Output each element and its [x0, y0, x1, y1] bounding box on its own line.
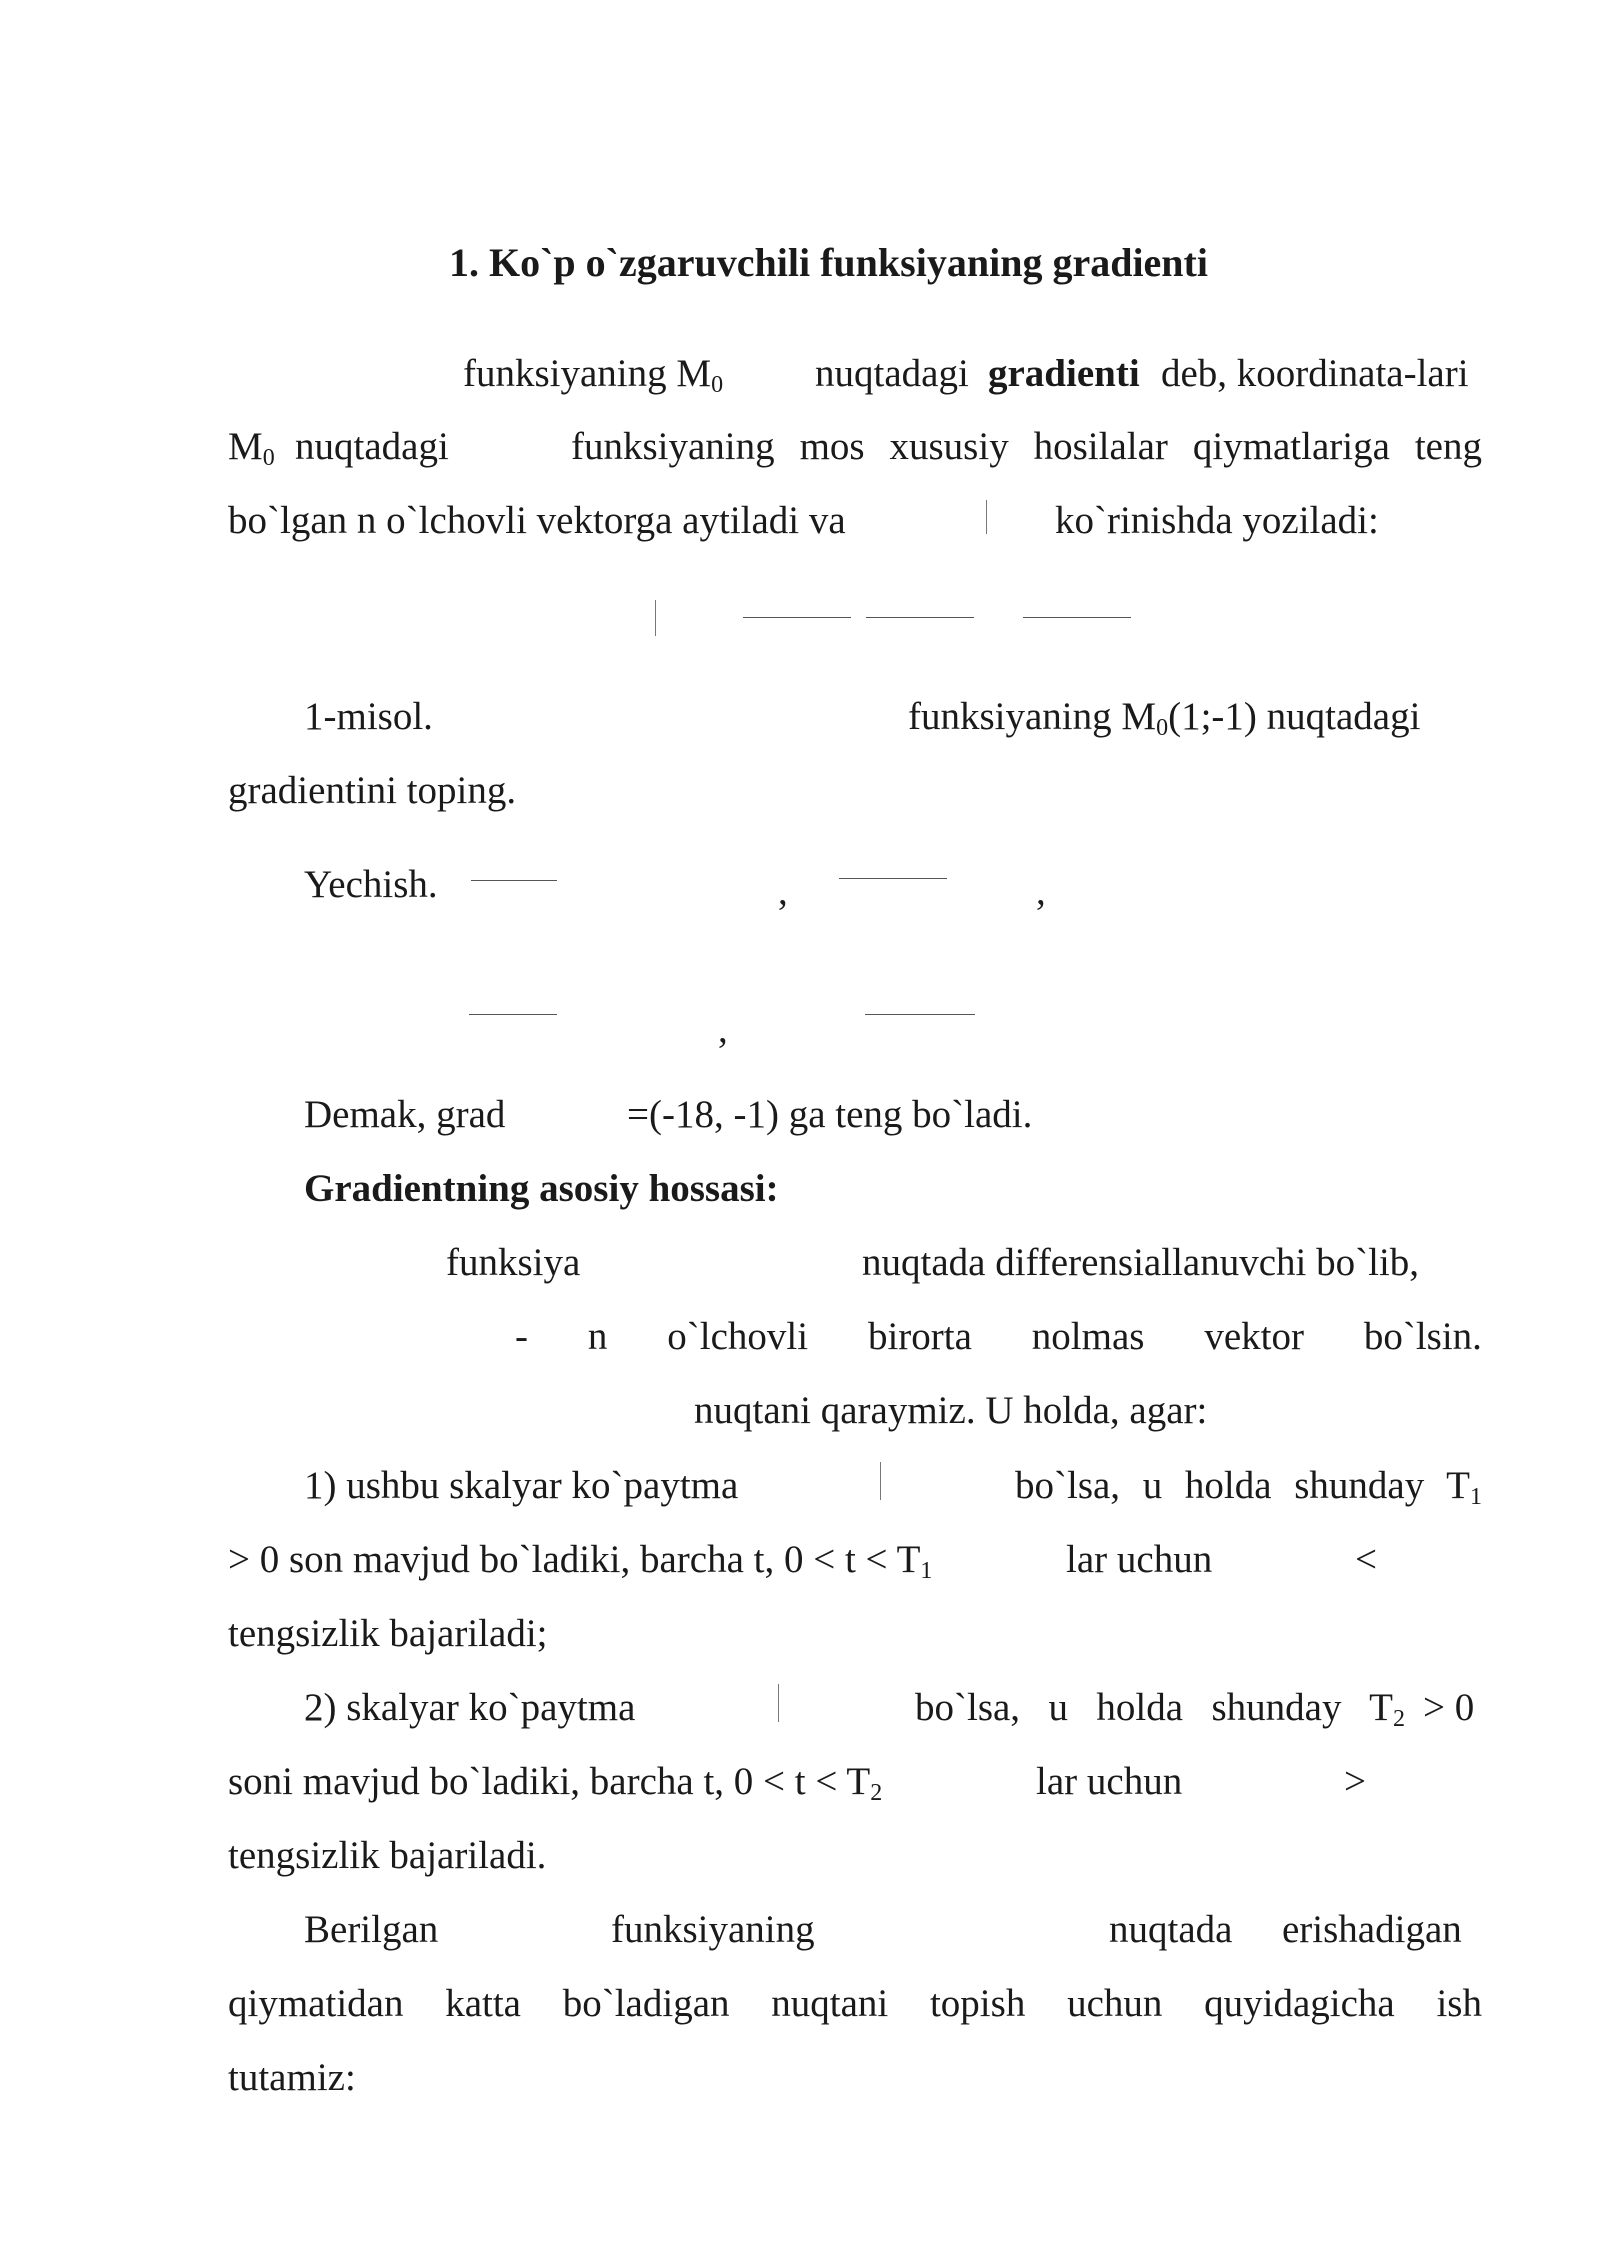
definition-line-2-text: funksiyaning mos xususiy hosilalar qiymatlariga teng: [571, 425, 1482, 468]
comma: ,: [718, 1008, 728, 1051]
property-heading: Gradientning asosiy hossasi:: [304, 1167, 779, 1210]
condition-1-line-1-end: bo`lsa, u holda shunday $T_1$: [1015, 1464, 1482, 1510]
definition-line-1-nuqtadagi: nuqtadagi: [815, 352, 969, 395]
condition-2-line-2-text: soni mavjud bo`ladiki, barcha t, $0 < t < T_2$: [228, 1760, 883, 1806]
final-line-1-nuqtada: nuqtada: [1109, 1908, 1233, 1951]
condition-2-line-1-mid: bo`lsa, u holda shunday $T_2$: [915, 1686, 1405, 1732]
fraction-line: [839, 878, 947, 879]
formula-bar: [778, 1684, 779, 1722]
page-title: 1. Ko`p o`zgaruvchili funksiyaning gradienti: [449, 240, 1208, 285]
property-line-1-funksiya: funksiya: [446, 1241, 581, 1284]
formula-bar: [986, 500, 987, 534]
property-line-2: - n o`lchovli birorta nolmas vektor bo`lsin.: [515, 1315, 1482, 1358]
definition-line-2-m0: $M_0$: [228, 425, 275, 471]
condition-1-line-3: tengsizlik bajariladi;: [228, 1612, 548, 1655]
definition-line-3-end: ko`rinishda yoziladi:: [1055, 499, 1379, 542]
result-text: =(-18, -1) ga teng bo`ladi.: [627, 1093, 1033, 1136]
greater-than-sign: >: [1344, 1760, 1366, 1803]
formula-bar: [655, 600, 656, 636]
less-than-sign: <: [1355, 1538, 1377, 1581]
example-line-1-text: funksiyaning $M_0(1;-1)$ nuqtadagi: [908, 695, 1421, 741]
condition-2-line-2-lar-uchun: lar uchun: [1036, 1760, 1183, 1803]
property-line-1-end: nuqtada differensiallanuvchi bo`lib,: [862, 1241, 1420, 1284]
condition-2-line-1-text: 2) skalyar ko`paytma: [304, 1686, 636, 1729]
comma: ,: [1036, 870, 1046, 913]
definition-line-2-nuqtadagi: nuqtadagi: [295, 425, 449, 468]
condition-1-line-2-text: > 0 son mavjud bo`ladiki, barcha t, $0 < t < T_1$: [228, 1538, 933, 1584]
final-line-2: qiymatidan katta bo`ladigan nuqtani topish uchun quyidagicha ish: [228, 1982, 1482, 2025]
condition-1-line-2-lar-uchun: lar uchun: [1066, 1538, 1213, 1581]
example-label: 1-misol.: [304, 695, 433, 738]
result-label: Demak, grad: [304, 1093, 506, 1136]
fraction-line: [866, 617, 974, 618]
condition-2-line-1-end: > 0: [1423, 1686, 1475, 1729]
property-line-3: nuqtani qaraymiz. U holda, agar:: [694, 1389, 1208, 1432]
fraction-line: [743, 617, 851, 618]
final-line-1-funksiyaning: funksiyaning: [611, 1908, 815, 1951]
condition-2-line-3: tengsizlik bajariladi.: [228, 1834, 547, 1877]
definition-line-1-end: deb, koordinata-lari: [1161, 352, 1469, 395]
solution-label: Yechish.: [304, 863, 438, 906]
fraction-line: [471, 880, 557, 881]
fraction-line: [469, 1014, 557, 1015]
definition-line-3-text: bo`lgan n o`lchovli vektorga aytiladi va: [228, 499, 846, 542]
term-gradienti: gradienti: [988, 352, 1140, 395]
condition-1-line-1-text: 1) ushbu skalyar ko`paytma: [304, 1464, 739, 1507]
final-line-1-berilgan: Berilgan: [304, 1908, 439, 1951]
fraction-line: [1023, 617, 1131, 618]
fraction-line: [865, 1014, 975, 1015]
example-line-2-text: gradientini toping.: [228, 769, 517, 812]
final-line-3: tutamiz:: [228, 2056, 356, 2099]
final-line-1-erishadigan: erishadigan: [1282, 1908, 1462, 1951]
definition-line-1-text: funksiyaning $M_0$: [463, 352, 724, 398]
comma: ,: [778, 870, 788, 913]
formula-bar: [880, 1462, 881, 1500]
